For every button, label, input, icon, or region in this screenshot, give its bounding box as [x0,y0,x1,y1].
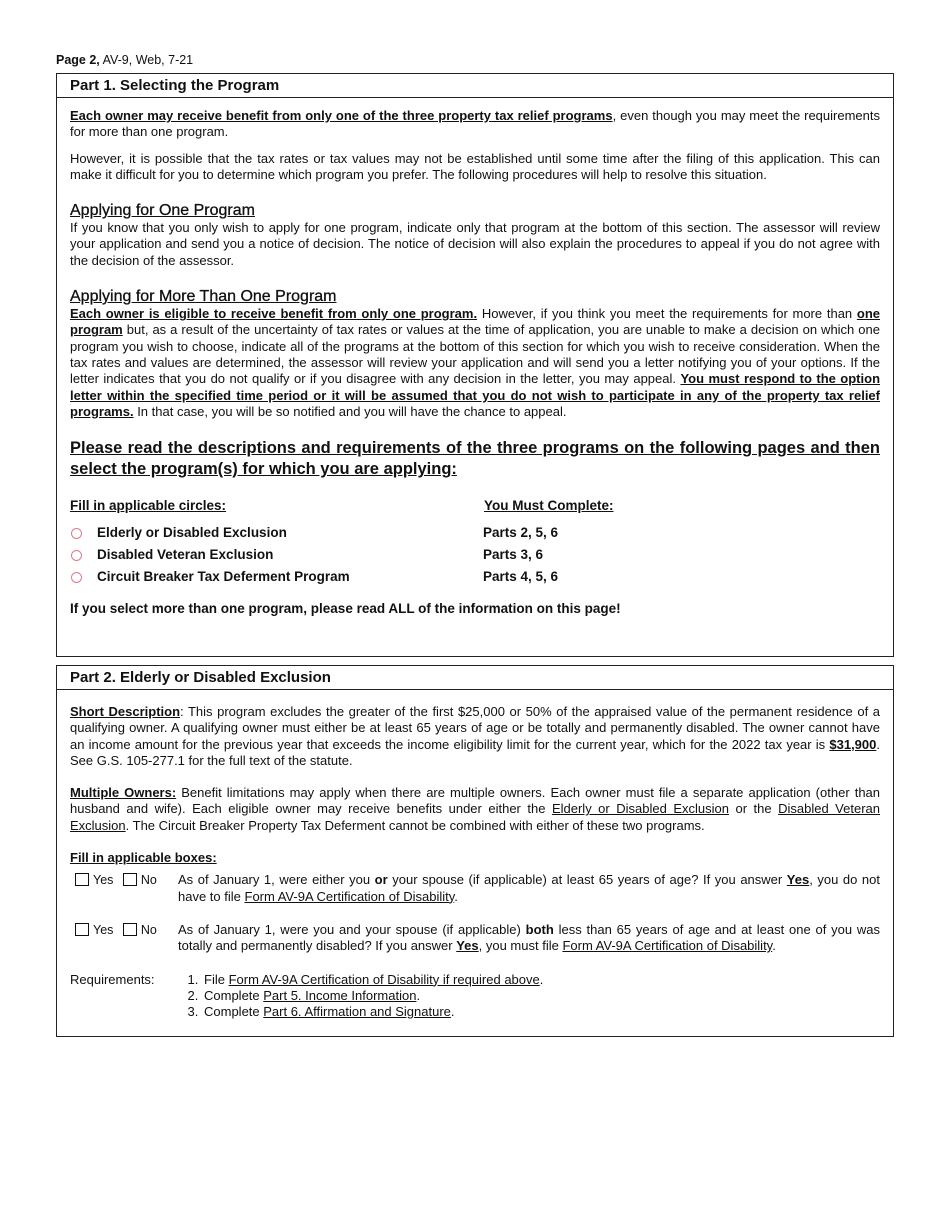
fill-circles-label: Fill in applicable circles: [70,498,227,514]
requirement-item: 1. File Form AV-9A Certification of Disability if required above. [202,972,543,988]
radio-circle[interactable] [71,550,82,561]
read-descriptions-heading: Please read the descriptions and requirements of the three programs on the following pages and then select the program(s) for which you are applying: [70,439,880,479]
no-checkbox[interactable] [123,873,137,886]
part1-para2: However, it is possible that the tax rates or tax values may not be established until some time after the filing of this application. This can make it difficult for you to determine which program you prefer. The following procedures will help to resolve this situation. [70,150,880,182]
part2-section [56,665,894,1037]
yes-checkbox[interactable] [75,923,89,936]
part1-intro: Each owner may receive benefit from only one of the three property tax relief programs, even though you may meet the requirements for more than one program. [70,108,880,140]
program-parts: Parts 4, 5, 6 [483,569,559,585]
one-program-heading: Applying for One Program [70,202,255,220]
program-parts: Parts 3, 6 [483,547,544,563]
radio-circle[interactable] [71,528,82,539]
no-checkbox[interactable] [123,923,137,936]
form-id: AV-9, Web, 7-21 [102,53,194,67]
requirements: Requirements: 1. File Form AV-9A Certification of Disability if required above. 2. Complete Part 5. Income Information. 3. Complete Part 6. Affirmation and Signature. [70,972,880,1021]
part2-title: Part 2. Elderly or Disabled Exclusion [57,666,893,690]
program-option-elderly[interactable] [70,522,880,544]
page-header [56,53,193,67]
page-number: Page 2, [56,53,100,67]
one-program-text: If you know that you only wish to apply for one program, indicate only that program at the bottom of this section. The assessor will review your application and send you a notice of decision. The notice of decision will also explain the procedures to appeal if you do not agree with the decision of the assessor. [70,220,880,268]
short-description: Short Description: This program excludes the greater of the first $25,000 or 50% of the appraised value of the permanent residence of a qualifying owner. A qualifying owner must either be at least 65 years of age or be totally and permanently disabled. The owner cannot have an income amount for the previous year that exceeds the income eligibility limit for the current year, which for the 2022 tax year is $31,900. See G.S. 105-277.1 for the full text of the statute. [70,704,880,768]
fill-boxes-label: Fill in applicable boxes: [70,850,217,866]
program-name: Elderly or Disabled Exclusion [97,525,287,541]
program-name: Circuit Breaker Tax Deferment Program [97,569,350,585]
multiple-owners: Multiple Owners: Benefit limitations may apply when there are multiple owners. Each owner must file a separate application (other than husband and wife). Each eligible owner may receive benefits under either the Elderly or Disabled Exclusion or the Disabled Veteran Exclusion. The Circuit Breaker Property Tax Deferment cannot be combined with either of these two programs. [70,785,881,833]
radio-circle[interactable] [71,572,82,583]
program-name: Disabled Veteran Exclusion [97,547,274,563]
program-option-circuit-breaker[interactable] [70,566,880,588]
must-complete-label: You Must Complete: [484,498,614,514]
question-65-years: Yes No As of January 1, were either you or your spouse (if applicable) at least 65 years of age? If you answer Yes, you do not have to file Form AV-9A Certification of Disability. [70,872,880,905]
more-program-text: Each owner is eligible to receive benefit from only one program. However, if you think you meet the requirements for more than one program but, as a result of the uncertainty of tax rates or values at the time of application, you are unable to make a decision on which one program you wish to choose, indicate all of the programs at the bottom of this section for which you wish to receive consideration. When the tax rates and values are determined, the assessor will review your application and will send you a letter notifying you of your options. If the letter indicates that you do not qualify or if you disagree with any decision in the letter, you may appeal. You must respond to the option letter within the specified time period or it will be assumed that you do not wish to participate in any of the property tax relief programs. In that case, you will be so notified and you will have the chance to appeal. [70,306,881,419]
question-disabled: Yes No As of January 1, were you and your spouse (if applicable) both less than 65 years of age and at least one of you was totally and permanently disabled? If you answer Yes, you must file Form AV-9A Certification of Disability. [70,922,880,955]
more-program-heading: Applying for More Than One Program [70,288,337,306]
program-parts: Parts 2, 5, 6 [483,525,559,541]
requirement-item: 2. Complete Part 5. Income Information. [202,988,543,1004]
select-more-note: If you select more than one program, please read ALL of the information on this page! [70,601,621,617]
program-option-veteran[interactable] [70,544,880,566]
part1-title: Part 1. Selecting the Program [57,74,893,98]
part1-section [56,73,894,657]
yes-checkbox[interactable] [75,873,89,886]
requirement-item: 3. Complete Part 6. Affirmation and Signature. [202,1004,543,1020]
